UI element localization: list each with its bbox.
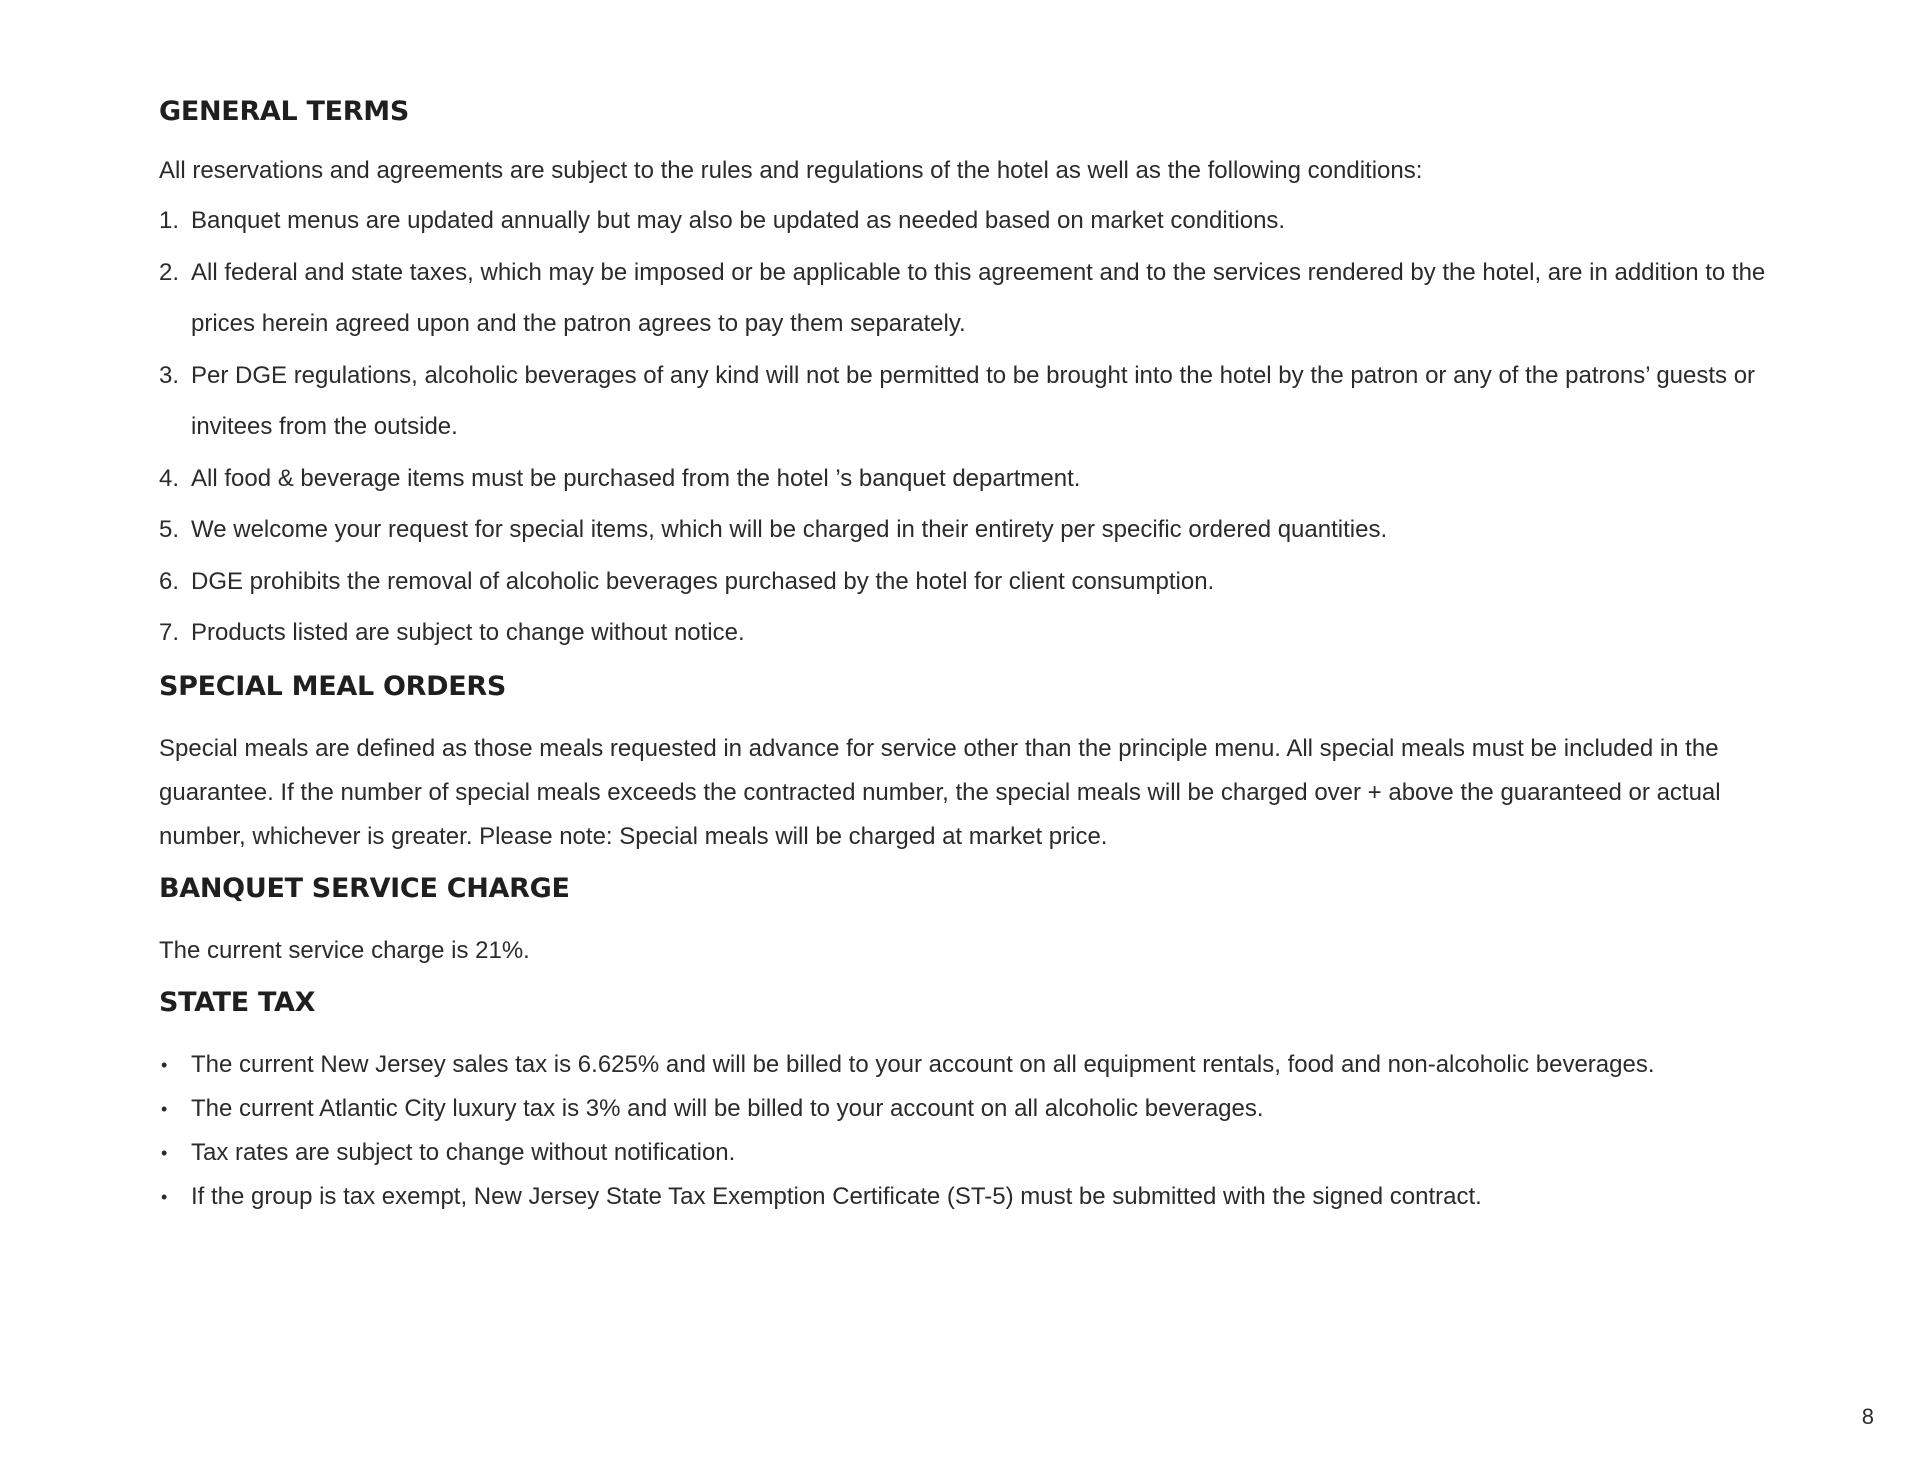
bullet-icon: •	[161, 1054, 168, 1075]
document-page	[159, 92, 1789, 1219]
banquet-service-charge-heading: BANQUET SERVICE CHARGE	[159, 872, 570, 904]
list-item	[159, 607, 1789, 659]
list-item-text: We welcome your request for special items, which will be charged in their entirety per specific ordered quantities.	[191, 516, 1388, 543]
banquet-service-charge-text: The current service charge is 21%.	[159, 936, 530, 964]
list-item-number: 2.	[159, 258, 180, 286]
state-tax-heading: STATE TAX	[159, 986, 316, 1018]
list-item-number: 7.	[159, 619, 180, 646]
list-item-text: DGE prohibits the removal of alcoholic beverages purchased by the hotel for client consumption.	[191, 567, 1215, 595]
list-item	[159, 1175, 1789, 1219]
list-item-text: Tax rates are subject to change without notification.	[191, 1138, 736, 1166]
bullet-icon: •	[161, 1142, 168, 1163]
list-item-text: All federal and state taxes, which may be imposed or be applicable to this agreement and to the services rendered by the hotel, are in addition to the prices herein agreed upon and the patron agrees to pay them separately.	[191, 258, 1766, 337]
list-item	[159, 1043, 1789, 1087]
list-item-text: If the group is tax exempt, New Jersey State Tax Exemption Certificate (ST-5) must be submitted with the signed contract.	[191, 1182, 1482, 1210]
general-terms-heading: GENERAL TERMS	[159, 96, 410, 127]
list-item-number: 6.	[159, 567, 180, 595]
list-item-text: All food & beverage items must be purchased from the hotel ’s banquet department.	[191, 464, 1081, 492]
list-item	[159, 504, 1789, 556]
list-item-text: Products listed are subject to change without notice.	[191, 619, 745, 646]
list-item	[159, 247, 1789, 350]
special-meal-orders-heading: SPECIAL MEAL ORDERS	[159, 670, 506, 702]
general-terms-intro: All reservations and agreements are subject to the rules and regulations of the hotel as well as the following conditions:	[159, 157, 1423, 184]
bullet-icon: •	[161, 1186, 168, 1207]
list-item	[159, 350, 1789, 453]
list-item	[159, 1087, 1789, 1131]
banquet-service-charge-section	[159, 869, 1789, 973]
state-tax-section	[159, 983, 1789, 1219]
state-tax-list	[159, 1043, 1789, 1219]
list-item-number: 4.	[159, 464, 180, 492]
list-item-text: The current New Jersey sales tax is 6.625% and will be billed to your account on all equipment rentals, food and non-alcoholic beverages.	[191, 1050, 1655, 1078]
list-item	[159, 556, 1789, 608]
list-item	[159, 453, 1789, 505]
special-meal-orders-section	[159, 667, 1789, 859]
bullet-icon: •	[161, 1098, 168, 1119]
list-item-number: 3.	[159, 361, 180, 389]
general-terms-section	[159, 92, 1789, 659]
list-item	[159, 1131, 1789, 1175]
special-meal-orders-text: Special meals are defined as those meals requested in advance for service other than the principle menu. All special meals must be included in the guarantee. If the number of special meals exceeds the contracted number, the special meals will be charged over + above the guaranteed or actual number, whichever is greater. Please note: Special meals will be charged at market price.	[159, 734, 1721, 850]
general-terms-list	[159, 195, 1789, 659]
list-item-text: Per DGE regulations, alcoholic beverages of any kind will not be permitted to be brought into the hotel by the patron or any of the patrons’ guests or invitees from the outside.	[191, 361, 1756, 440]
list-item-number: 5.	[159, 516, 180, 543]
list-item	[159, 195, 1789, 247]
list-item-number: 1.	[159, 207, 180, 234]
page-number: 8	[1861, 1404, 1874, 1429]
list-item-text: Banquet menus are updated annually but may also be updated as needed based on market conditions.	[191, 207, 1286, 234]
list-item-text: The current Atlantic City luxury tax is 3% and will be billed to your account on all alcoholic beverages.	[191, 1094, 1264, 1122]
